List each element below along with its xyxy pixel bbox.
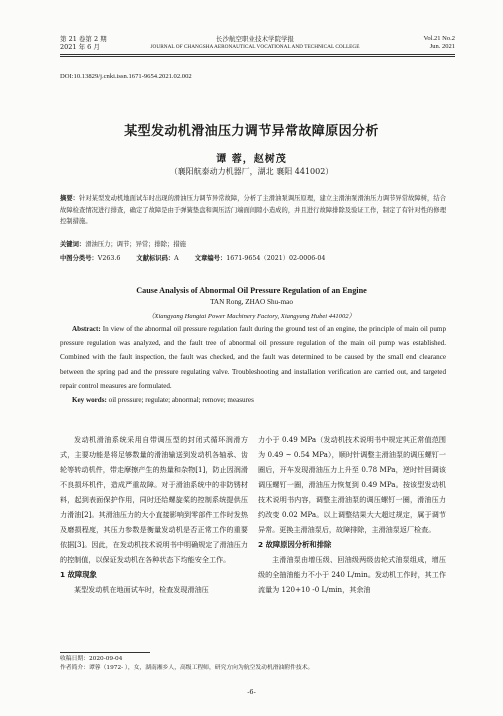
clc-value: V263.6	[97, 255, 121, 262]
abstract-en-label: Abstract:	[72, 325, 101, 333]
body-paragraph-intro: 发动机滑油系统采用自带调压型的封闭式循环润滑方式，主要功能是将足够数量的滑油输送到发动机各轴承、齿轮等转动机件，带走摩擦产生的热量和杂物[1]，防止因润滑不良损坏机件，造成严重故障。对于滑油系统中的非防锈材料，起到表面保护作用，同时还给螺旋桨的控制系统提供压力滑油[2]。其滑油压力的大小直接影响到零部件工作时发热及磨损程度，其压力参数是衡量发动机是否正常工作的重要依据[3]。因此，在发动机技术说明书中明确规定了滑油压力的控制值，以保证发动机在各种状态下均能安全工作。	[60, 435, 248, 564]
article-number-label: 文章编号：	[194, 255, 227, 262]
footnote	[60, 655, 446, 672]
classification	[60, 254, 325, 264]
authors-cn: 谭 蓉，赵树茂	[216, 154, 287, 165]
abstract-en-text: In view of the abnormal oil pressure regulation fault during the ground test of an engine, the principle of main oil pump pressure regulation was analyzed, and the fault tree of abnormal oil pressure regulation of the main oil pump was established. Combined with the fault inspection, the fault was checked, and the fault was determined to be caused by the small end clearance between the spring pad and the pressure regulating valve. Troubleshooting and installation verification are carried out, and targeted repair control measures are formulated.	[60, 325, 446, 390]
body-paragraph-symptom-cont: 力小于 0.49 MPa（发动机技术说明书中规定其正常值范围为 0.49 ~ 0.54 MPa），顺时针调整主滑油泵的调压螺钉一圈后，开车发现滑油压力上升至 0.78 MPa，逆时针回调该调压螺钉一圈，滑油压力恢复到 0.49 MPa。按该型发动机技术说明书内容，调整主滑油泵的调压螺钉一圈，滑油压力约改变 0.02 MPa。以上调整结果大大超过规定，属于调节异常。更换主滑油泵后，故障排除，主滑油泵返厂检查。	[258, 435, 446, 534]
page-number: -6-	[247, 688, 256, 696]
abstract-en	[60, 322, 446, 393]
header-journal-en: JOURNAL OF CHANGSHA AERONAUTICAL VOCATIONAL AND TECHNICAL COLLEGE	[150, 44, 360, 50]
abstract-cn	[60, 193, 446, 228]
body-left-column	[60, 432, 248, 597]
header-rule-thin	[60, 56, 455, 57]
header-journal-cn: 长沙航空职业技术学院学报	[216, 35, 294, 43]
header-vol-no: Vol.21 No.2	[423, 35, 455, 42]
section-2-title: 2 故障原因分析和排除	[258, 540, 332, 549]
authors-en: TAN Rong, ZHAO Shu-mao	[210, 298, 293, 306]
keywords-en	[72, 393, 254, 407]
doc-code-label: 文献标识码：	[136, 255, 175, 262]
header-vol-date: Jun. 2021	[429, 43, 455, 50]
footnote-author: 作者简介：谭蓉（1972- ），女，湖南湘乡人，高级工程师，研究方向为航空发动机滑油附件技术。	[60, 664, 314, 671]
header-issue	[60, 35, 107, 51]
header-journal	[140, 35, 370, 51]
doi: DOI:10.13829/j.cnki.issn.1671-9654.2021.02.002	[60, 73, 192, 80]
header-rule	[60, 54, 455, 55]
footnote-received: 收稿日期：2020-09-04	[60, 656, 123, 662]
clc-label: 中图分类号：	[60, 255, 98, 262]
affiliation-cn: （襄阳航泰动力机器厂，湖北 襄阳 441002）	[169, 167, 334, 176]
body-paragraph-symptom: 某型发动机在地面试车时，检查发现滑油压	[74, 585, 209, 594]
header-vol	[424, 35, 455, 51]
article-number-value: 1671-9654（2021）02-0006-04	[226, 255, 326, 262]
keywords-en-text: oil pressure; regulate; abnormal; remove; measures	[108, 396, 254, 404]
title-en: Cause Analysis of Abnormal Oil Pressure Regulation of an Engine	[136, 286, 367, 295]
keywords-cn-text: 滑油压力；调节；异常；排除；措施	[85, 241, 186, 248]
keywords-en-label: Key words:	[72, 396, 107, 404]
abstract-cn-text: 针对某型发动机地面试车时出现的滑油压力调节异常故障，分析了主滑油泵调压原理，建立主滑油泵滑油压力调节异常故障树，结合故障检查情况进行排查，确定了故障是由于弹簧垫盘和调压活门端面间隙小造成的，并且进行故障排除及验证工作，制定了有针对性的修理控制措施。	[60, 195, 447, 225]
abstract-cn-label: 摘要：	[60, 195, 79, 202]
footnote-rule	[60, 652, 150, 653]
title-cn: 某型发动机滑油压力调节异常故障原因分析	[124, 124, 379, 139]
keywords-cn	[60, 240, 186, 250]
body-paragraph-analysis: 主滑油泵由增压级、回油级两级齿轮式油泵组成，增压级的全抽油能力不小于 240 L/min。发动机工作时，其工作流量为 120+10 -0 L/min，其余油	[258, 555, 446, 594]
section-1-title: 1 故障现象	[60, 570, 97, 579]
body-right-column	[258, 432, 446, 597]
doc-code-value: A	[174, 255, 179, 262]
header-date: 2021 年 6 月	[60, 43, 100, 51]
affiliation-en: （Xiangyang Hangtai Power Machinery Factory, Xiangyang Hubei 441002）	[147, 313, 356, 320]
header-volume: 第 21 卷第 2 期	[60, 35, 107, 43]
keywords-cn-label: 关键词：	[60, 241, 86, 248]
